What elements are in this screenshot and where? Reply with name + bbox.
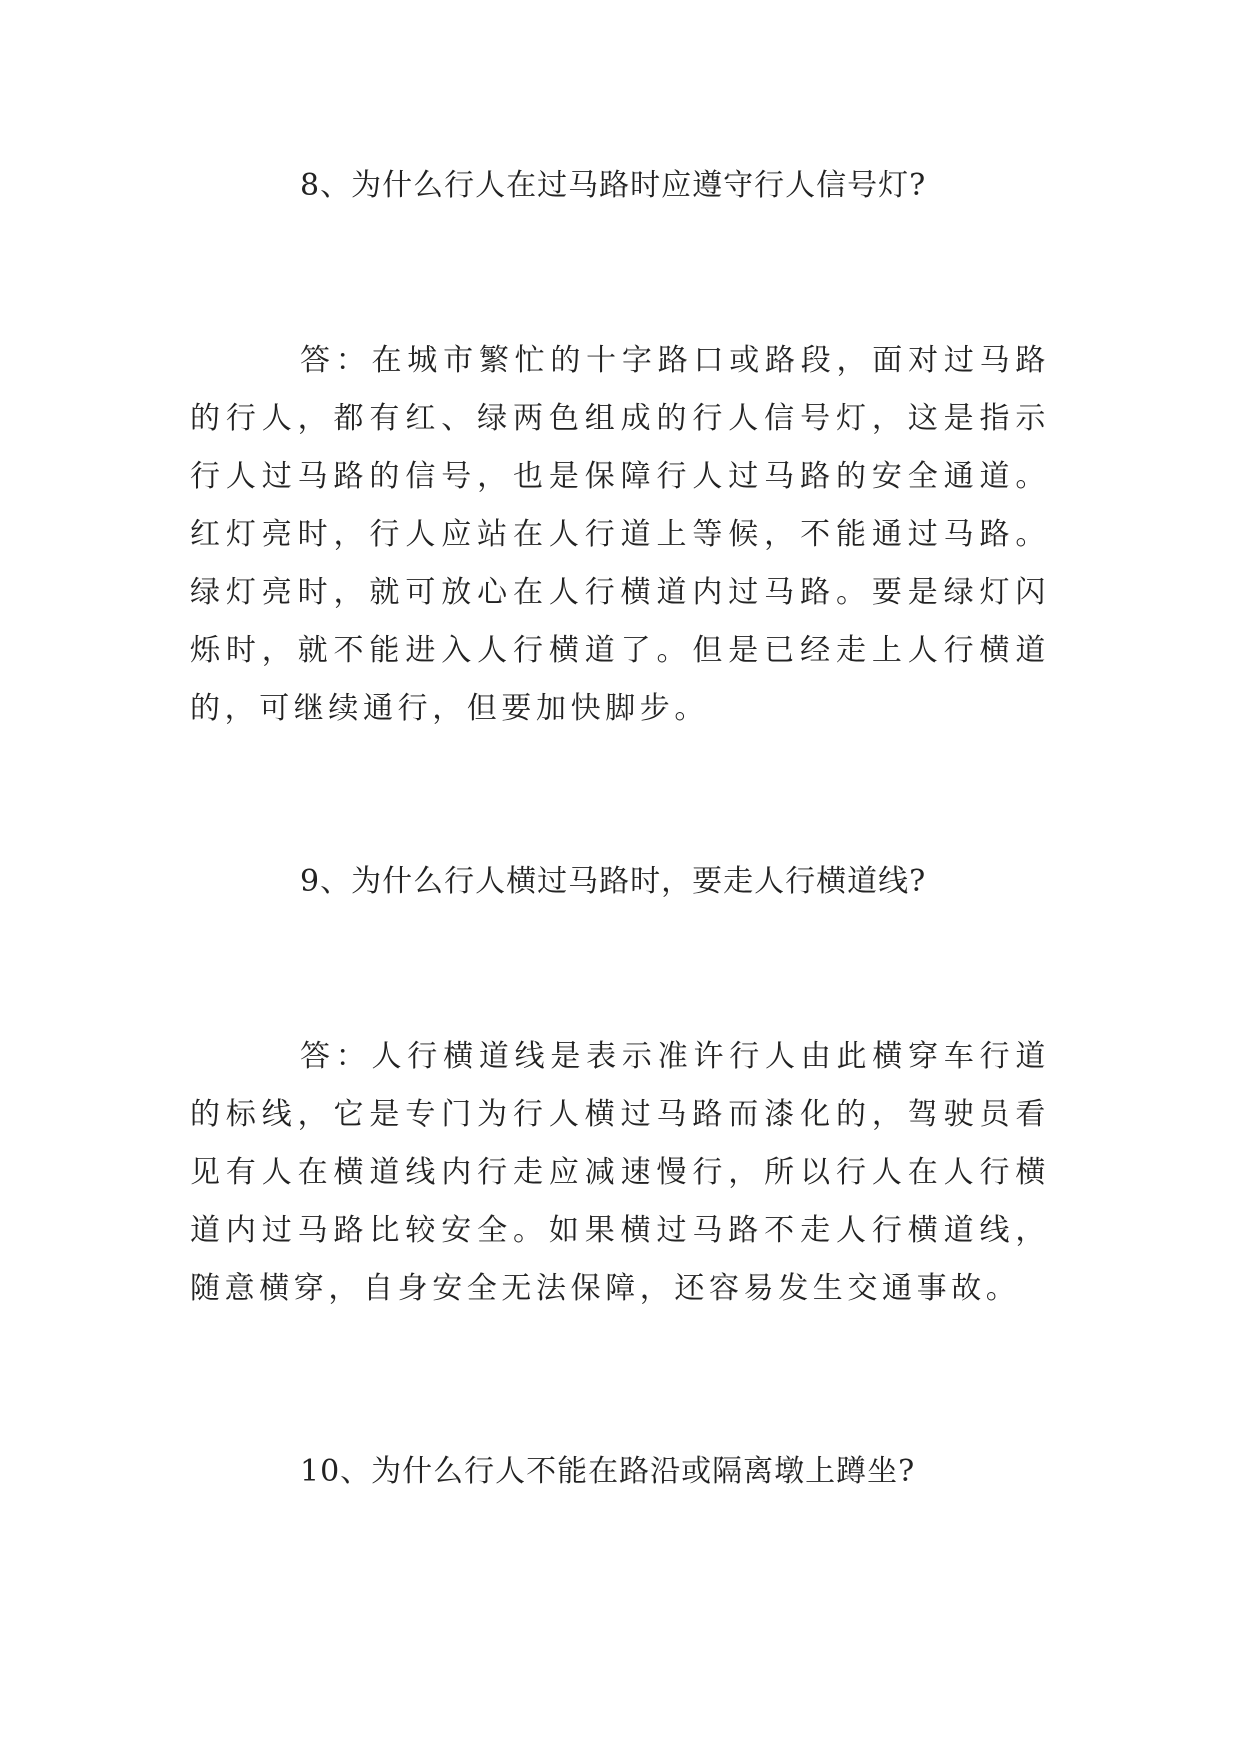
question-9-heading: 9、为什么行人横过马路时，要走人行横道线? <box>300 864 927 899</box>
answer-8-paragraph: 答：在城市繁忙的十字路口或路段，面对过马路的行人，都有红、绿两色组成的行人信号灯，这是指示行人过马路的信号，也是保障行人过马路的安全通道。红灯亮时，行人应站在人行道上等候，不能通过马路。绿灯亮时，就可放心在人行横道内过马路。要是绿灯闪烁时，就不能进入人行横道了。但是已经走上人行横道的，可继续通行，但要加快脚步。 <box>190 343 1050 726</box>
answer-9-paragraph: 答：人行横道线是表示准许行人由此横穿车行道的标线，它是专门为行人横过马路而漆化的，驾驶员看见有人在横道线内行走应减速慢行，所以行人在人行横道内过马路比较安全。如果横过马路不走人行横道线，随意横穿，自身安全无法保障，还容易发生交通事故。 <box>190 1039 1050 1306</box>
question-10-heading: 10、为什么行人不能在路沿或隔离墩上蹲坐? <box>300 1454 916 1489</box>
question-8-heading: 8、为什么行人在过马路时应遵守行人信号灯? <box>300 168 927 203</box>
